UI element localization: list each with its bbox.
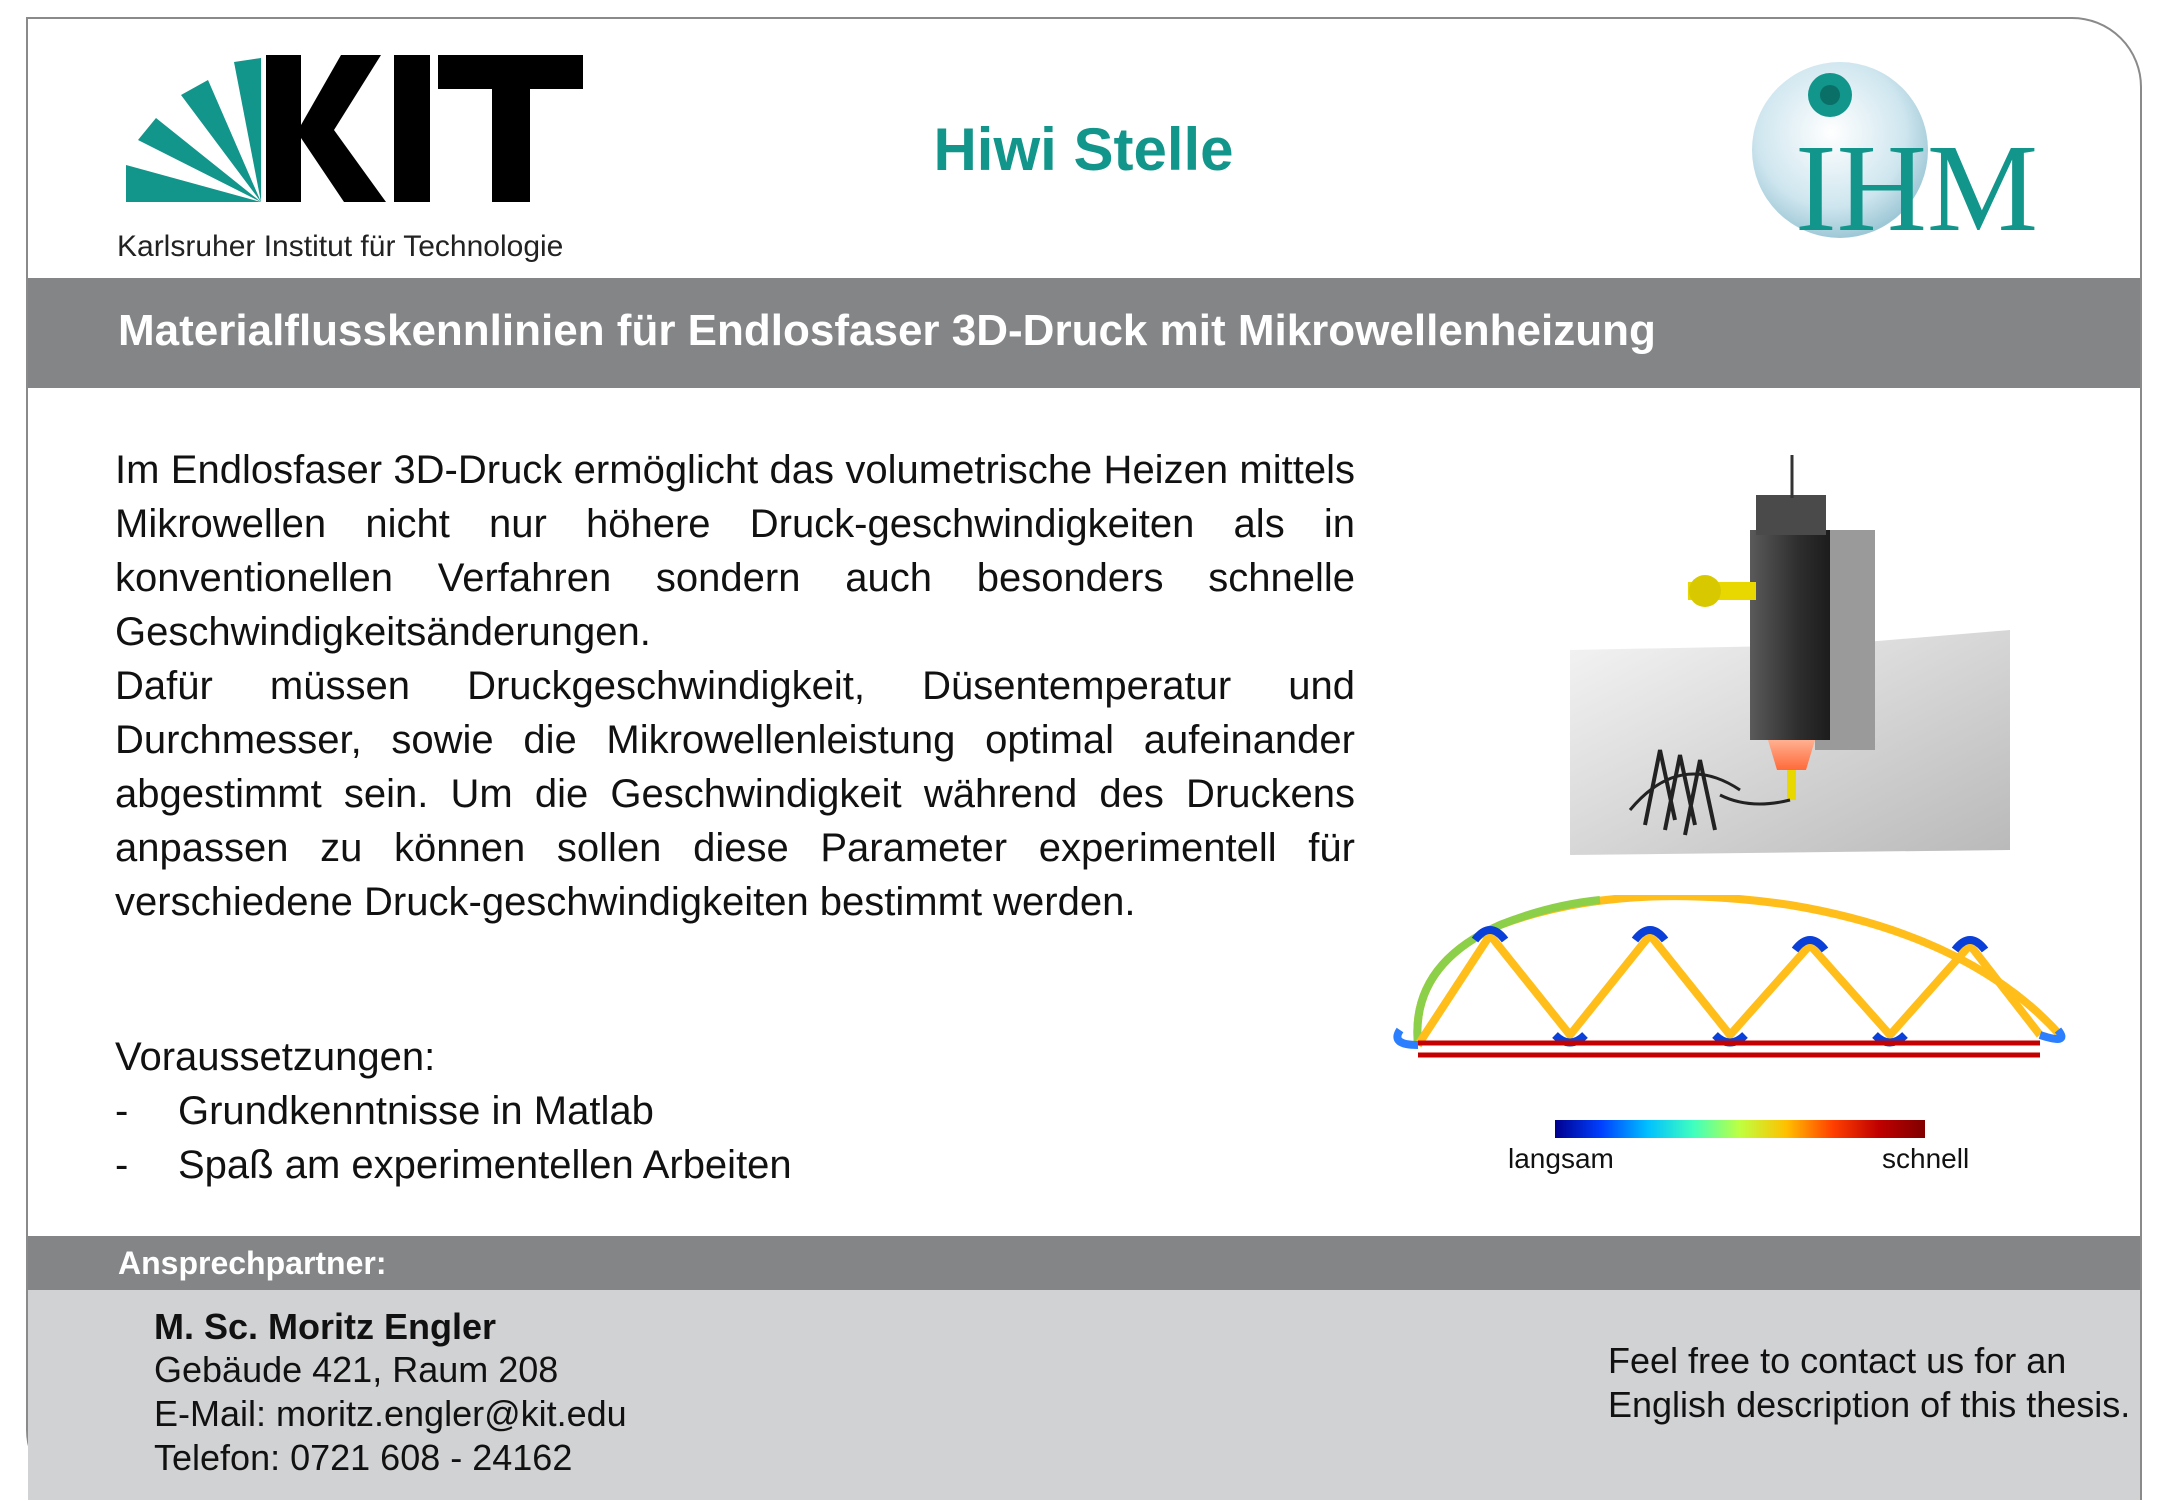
colorbar-low-label: langsam [1508,1143,1614,1174]
requirement-dash: - [115,1089,129,1133]
speed-colorbar [1555,1120,1925,1138]
contact-heading: Ansprechpartner: [118,1245,387,1281]
requirement-text: Spaß am experimentellen Arbeiten [178,1143,792,1187]
description-paragraph-1: Im Endlosfaser 3D-Druck ermöglicht das volumetrische Heizen mittels Mikrowellen nicht nur höhere Druck-geschwindigkeiten als in konventionellen Verfahren sondern auch besonders schnelle Geschwindigkeitsänderungen. [115,448,1355,654]
contact-name: M. Sc. Moritz Engler [154,1306,497,1347]
requirement-text: Grundkenntnisse in Matlab [178,1089,654,1133]
requirements-title: Voraussetzungen: [115,1035,436,1079]
english-note-line-1: Feel free to contact us for an [1608,1340,2067,1381]
page-title: Materialflusskennlinien für Endlosfaser 3D-Druck mit Mikrowellenheizung [118,306,1656,355]
requirement-dash: - [115,1143,129,1187]
ihm-logo [1750,55,2110,245]
kit-subtitle: Karlsruher Institut für Technologie [117,230,564,263]
contact-email[interactable]: E-Mail: moritz.engler@kit.edu [154,1393,627,1434]
english-note-line-2: English description of this thesis. [1608,1384,2131,1425]
position-type: Hiwi Stelle [933,116,1234,183]
requirement-item [115,1089,654,1134]
contact-building: Gebäude 421, Raum 208 [154,1349,559,1390]
printer-illustration [1570,450,2020,860]
contact-phone: Telefon: 0721 608 - 24162 [154,1437,573,1478]
requirement-item [115,1143,792,1188]
print-path-diagram [1370,895,2070,1075]
contact-footer [28,1290,2140,1500]
description [115,443,1355,929]
title-bar [28,278,2140,388]
colorbar-high-label: schnell [1882,1143,1970,1174]
contact-bar [28,1236,2140,1290]
svg-text:IHM: IHM [1795,120,2039,245]
description-paragraph-2: Dafür müssen Druckgeschwindigkeit, Düsentemperatur und Durchmesser, sowie die Mikrowellenleistung optimal aufeinander abgestimmt sein. Um die Geschwindigkeit während des Druckens anpassen zu können sollen diese Parameter experimentell für verschiedene Druck-geschwindigkeiten bestimmt werden. [115,664,1355,924]
